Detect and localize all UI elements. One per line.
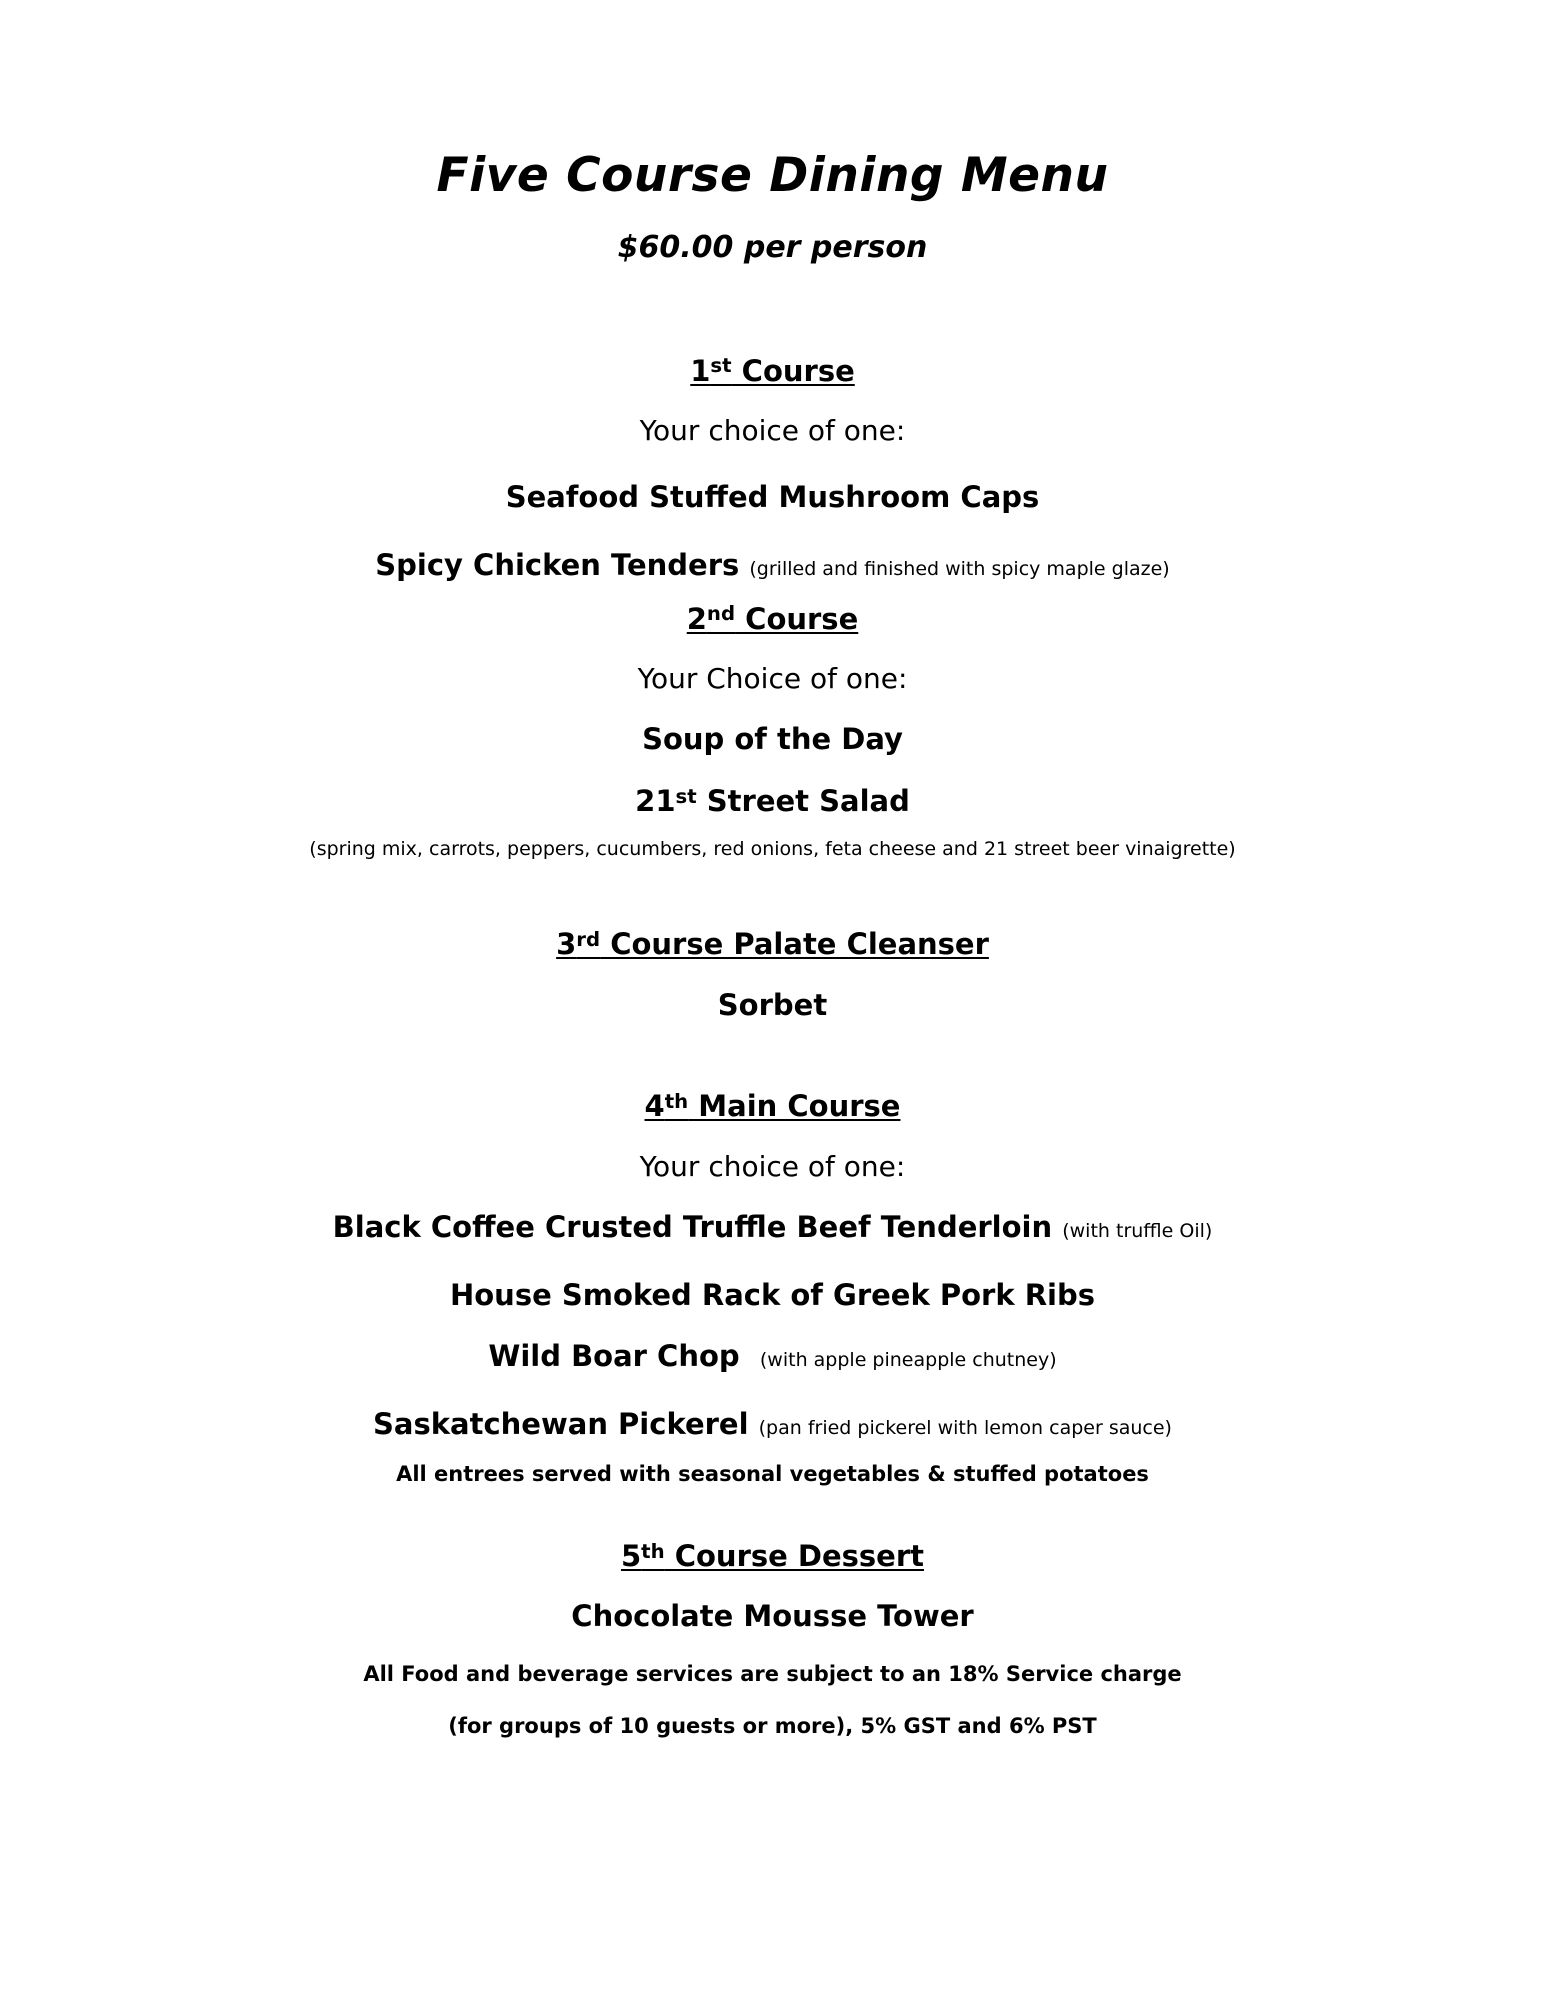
course-number-4: 4 <box>644 1089 665 1124</box>
menu-item-name: Soup of the Day <box>642 722 903 757</box>
menu-item-name: Black Coffee Crusted Truffle Beef Tenderloin <box>332 1209 1053 1244</box>
course-number-2: 2 <box>686 601 707 636</box>
course-heading-5 <box>140 1538 1405 1574</box>
course-heading-rest-2: Course <box>735 601 859 636</box>
menu-item <box>140 1406 1405 1444</box>
menu-item <box>140 547 1405 585</box>
menu-item <box>140 1338 1405 1376</box>
menu-item-description: (grilled and finished with spicy maple glaze) <box>749 558 1170 581</box>
menu-item-note: (spring mix, carrots, peppers, cucumbers, red onions, feta cheese and 21 street beer vinaigrette) <box>309 837 1236 860</box>
service-charge-note-line-2: (for groups of 10 guests or more), 5% GST and 6% PST <box>448 1714 1097 1739</box>
menu-item-description: (with apple pineapple chutney) <box>759 1349 1057 1372</box>
course-number-1: 1 <box>690 353 711 388</box>
course-number-5: 5 <box>620 1539 642 1574</box>
course-ordinal-1: st <box>710 354 732 378</box>
choice-line-1: Your choice of one: <box>639 413 906 447</box>
course-heading-4 <box>140 1088 1405 1124</box>
menu-item-name-suffix: Street Salad <box>696 784 910 819</box>
menu-item-name: House Smoked Rack of Greek Pork Ribs <box>449 1277 1095 1312</box>
course-ordinal-4: th <box>664 1090 689 1114</box>
course-ordinal-5: th <box>641 1539 665 1563</box>
menu-item <box>140 1598 1405 1636</box>
menu-item-name-prefix: 21 <box>635 784 676 819</box>
course-heading-rest-5: Course Dessert <box>664 1539 924 1574</box>
menu-item <box>140 783 1405 821</box>
course-heading-1 <box>140 353 1405 389</box>
menu-item <box>140 721 1405 759</box>
course-number-3: 3 <box>556 927 577 962</box>
course-heading-3 <box>140 926 1405 962</box>
entree-note: All entrees served with seasonal vegetables & stuffed potatoes <box>396 1461 1149 1486</box>
course-heading-2 <box>140 601 1405 637</box>
menu-item-name: Sorbet <box>717 987 828 1022</box>
choice-line-4: Your choice of one: <box>639 1149 906 1183</box>
menu-item <box>140 1209 1405 1247</box>
menu-item-description: (pan fried pickerel with lemon caper sauce) <box>758 1417 1172 1439</box>
course-heading-rest-1: Course <box>731 353 855 388</box>
menu-item-name: Spicy Chicken Tenders <box>375 548 740 583</box>
course-heading-rest-3: Course Palate Cleanser <box>600 927 989 962</box>
menu-item-name: Seafood Stuffed Mushroom Caps <box>505 480 1040 515</box>
menu-item-name: Chocolate Mousse Tower <box>571 1599 974 1634</box>
menu-item-name: Saskatchewan Pickerel <box>373 1407 749 1441</box>
service-charge-note-line-1: All Food and beverage services are subject to an 18% Service charge <box>363 1661 1182 1686</box>
course-ordinal-2: nd <box>706 602 736 626</box>
choice-line-2: Your Choice of one: <box>637 661 908 695</box>
menu-item <box>140 1277 1405 1315</box>
menu-item-description: (with truffle Oil) <box>1062 1219 1213 1242</box>
menu-item <box>140 479 1405 517</box>
course-heading-rest-4: Main Course <box>688 1089 901 1124</box>
menu-item-ordinal: st <box>675 784 697 808</box>
price-line: $60.00 per person <box>617 229 928 265</box>
menu-item <box>140 987 1405 1025</box>
page-title: Five Course Dining Menu <box>436 148 1109 203</box>
course-ordinal-3: rd <box>576 928 601 952</box>
menu-item-name: Wild Boar Chop <box>488 1339 740 1374</box>
